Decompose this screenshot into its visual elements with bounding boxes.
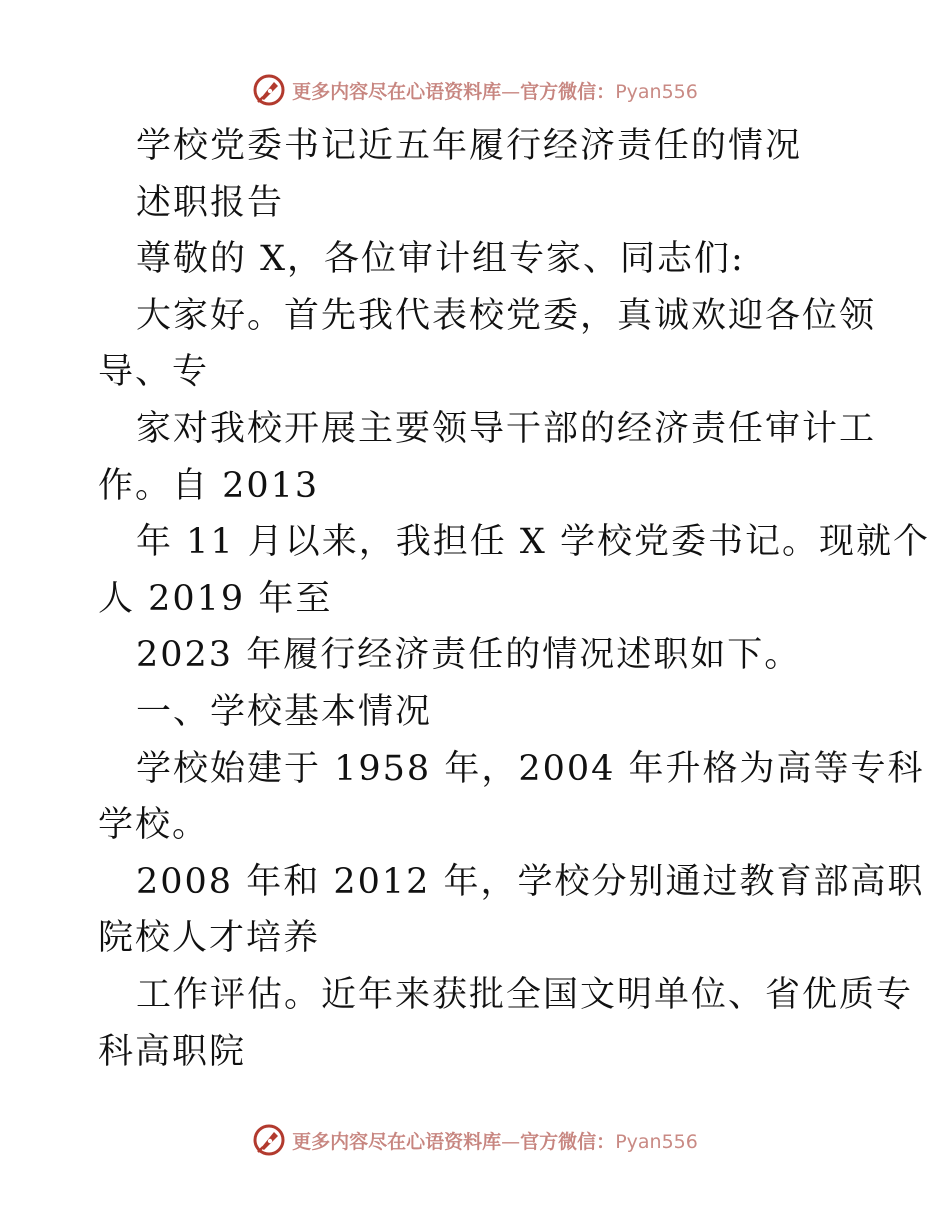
document-line: 院校人才培养 [98, 918, 321, 959]
watermark-official: 官方微信： [520, 80, 616, 103]
pen-nib-circle-icon [252, 1123, 286, 1157]
document-line: 学校。 [98, 805, 210, 846]
watermark-header [0, 70, 950, 110]
document-line: 科高职院 [98, 1031, 247, 1072]
document-line: 导、专 [98, 352, 210, 393]
watermark-text [292, 1127, 698, 1154]
watermark-title: 更多内容尽在心语资料库 [292, 80, 502, 103]
watermark-wechat-id: Pyan556 [615, 80, 698, 103]
document-line: 年 11 月以来，我担任 X 学校党委书记。现就个 [136, 522, 930, 563]
document-line: 作。自 2013 [98, 465, 320, 506]
document-body [98, 118, 930, 1080]
document-line: 一、学校基本情况 [136, 691, 433, 732]
document-line: 学校党委书记近五年履行经济责任的情况 [136, 126, 803, 166]
document-line: 2008 年和 2012 年，学校分别通过教育部高职 [136, 861, 925, 902]
watermark-wechat-id: Pyan556 [615, 1130, 698, 1153]
document-line: 家对我校开展主要领导干部的经济责任审计工 [136, 408, 877, 449]
pen-nib-circle-icon [252, 73, 286, 107]
watermark-official: 官方微信： [520, 1130, 616, 1153]
watermark-text [292, 77, 698, 104]
document-line: 2023 年履行经济责任的情况述职如下。 [136, 635, 802, 676]
watermark-dash: — [501, 80, 521, 103]
watermark-title: 更多内容尽在心语资料库 [292, 1130, 502, 1153]
document-line: 人 2019 年至 [98, 578, 333, 619]
watermark-footer [0, 1120, 950, 1160]
document-line: 学校始建于 1958 年，2004 年升格为高等专科 [136, 748, 925, 789]
document-line: 工作评估。近年来获批全国文明单位、省优质专 [136, 974, 914, 1015]
document-line: 大家好。首先我代表校党委，真诚欢迎各位领 [136, 295, 877, 336]
document-line: 尊敬的 X，各位审计组专家、同志们: [136, 239, 745, 280]
watermark-dash: — [501, 1130, 521, 1153]
document-line: 述职报告 [136, 182, 285, 223]
